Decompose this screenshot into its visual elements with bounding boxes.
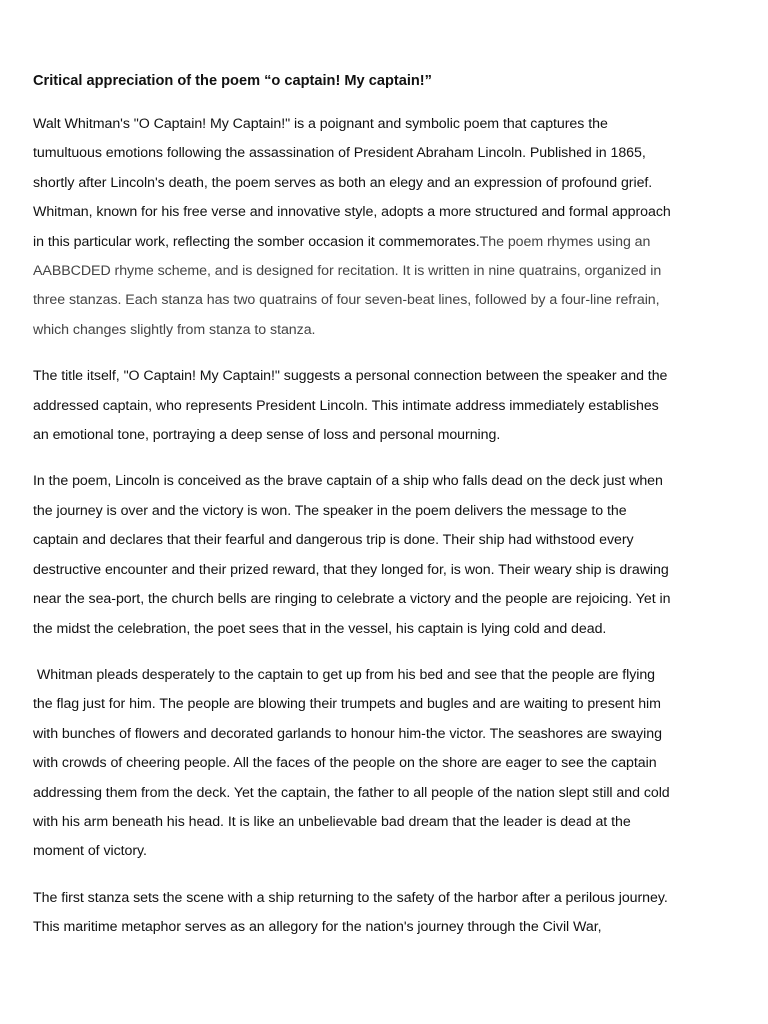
document-title: Critical appreciation of the poem “o captain! My captain!” xyxy=(33,73,432,89)
paragraph-introduction xyxy=(33,110,673,345)
paragraph-first-stanza: The first stanza sets the scene with a ship returning to the safety of the harbor after a perilous journey. This maritime metaphor serves as an allegory for the nation's journey through the Civil War, xyxy=(33,889,668,936)
paragraph-introduction-text: Walt Whitman's "O Captain! My Captain!" is a poignant and symbolic poem that captures the tumultuous emotions following the assassination of President Abraham Lincoln. Published in 1865, shortly after Lincoln's death, the poem serves as both an elegy and an expression of profound grief. Whitman, known for his free verse and innovative style, adopts a more structured and formal approach in this particular work, reflecting the somber occasion it commemorates. xyxy=(33,116,671,250)
paragraph-summary: In the poem, Lincoln is conceived as the brave captain of a ship who falls dead on the deck just when the journey is over and the victory is won. The speaker in the poem delivers the message to the captain and declares that their fearful and dangerous trip is done. Their ship had withstood every destructive encounter and their prized reward, that they longed for, is won. Their weary ship is drawing near the sea-port, the church bells are ringing to celebrate a victory and the people are rejoicing. Yet in the midst the celebration, the poet sees that in the vessel, his captain is lying cold and dead. xyxy=(33,473,671,637)
paragraph-title-analysis: The title itself, "O Captain! My Captain!" suggests a personal connection between the speaker and the addressed captain, who represents President Lincoln. This intimate address immediately establishes an emotional tone, portraying a deep sense of loss and personal mourning. xyxy=(33,368,668,444)
document-page xyxy=(33,70,673,960)
paragraph-plea: Whitman pleads desperately to the captain to get up from his bed and see that the people are flying the flag just for him. The people are blowing their trumpets and bugles and are waiting to present him with bunches of flowers and decorated garlands to honour him-the victor. The seashores are swaying with crowds of cheering people. All the faces of the people on the shore are eager to see the captain addressing them from the deck. Yet the captain, the father to all people of the nation slept still and cold with his arm beneath his head. It is like an unbelievable bad dream that the leader is dead at the moment of victory. xyxy=(33,666,674,860)
paragraph-rhyme-scheme-text: The poem rhymes using an AABBCDED rhyme scheme, and is designed for recitation. It is written in nine quatrains, organized in three stanzas. Each stanza has two quatrains of four seven-beat lines, followed by a four-line refrain, which changes slightly from stanza to stanza. xyxy=(33,233,662,338)
